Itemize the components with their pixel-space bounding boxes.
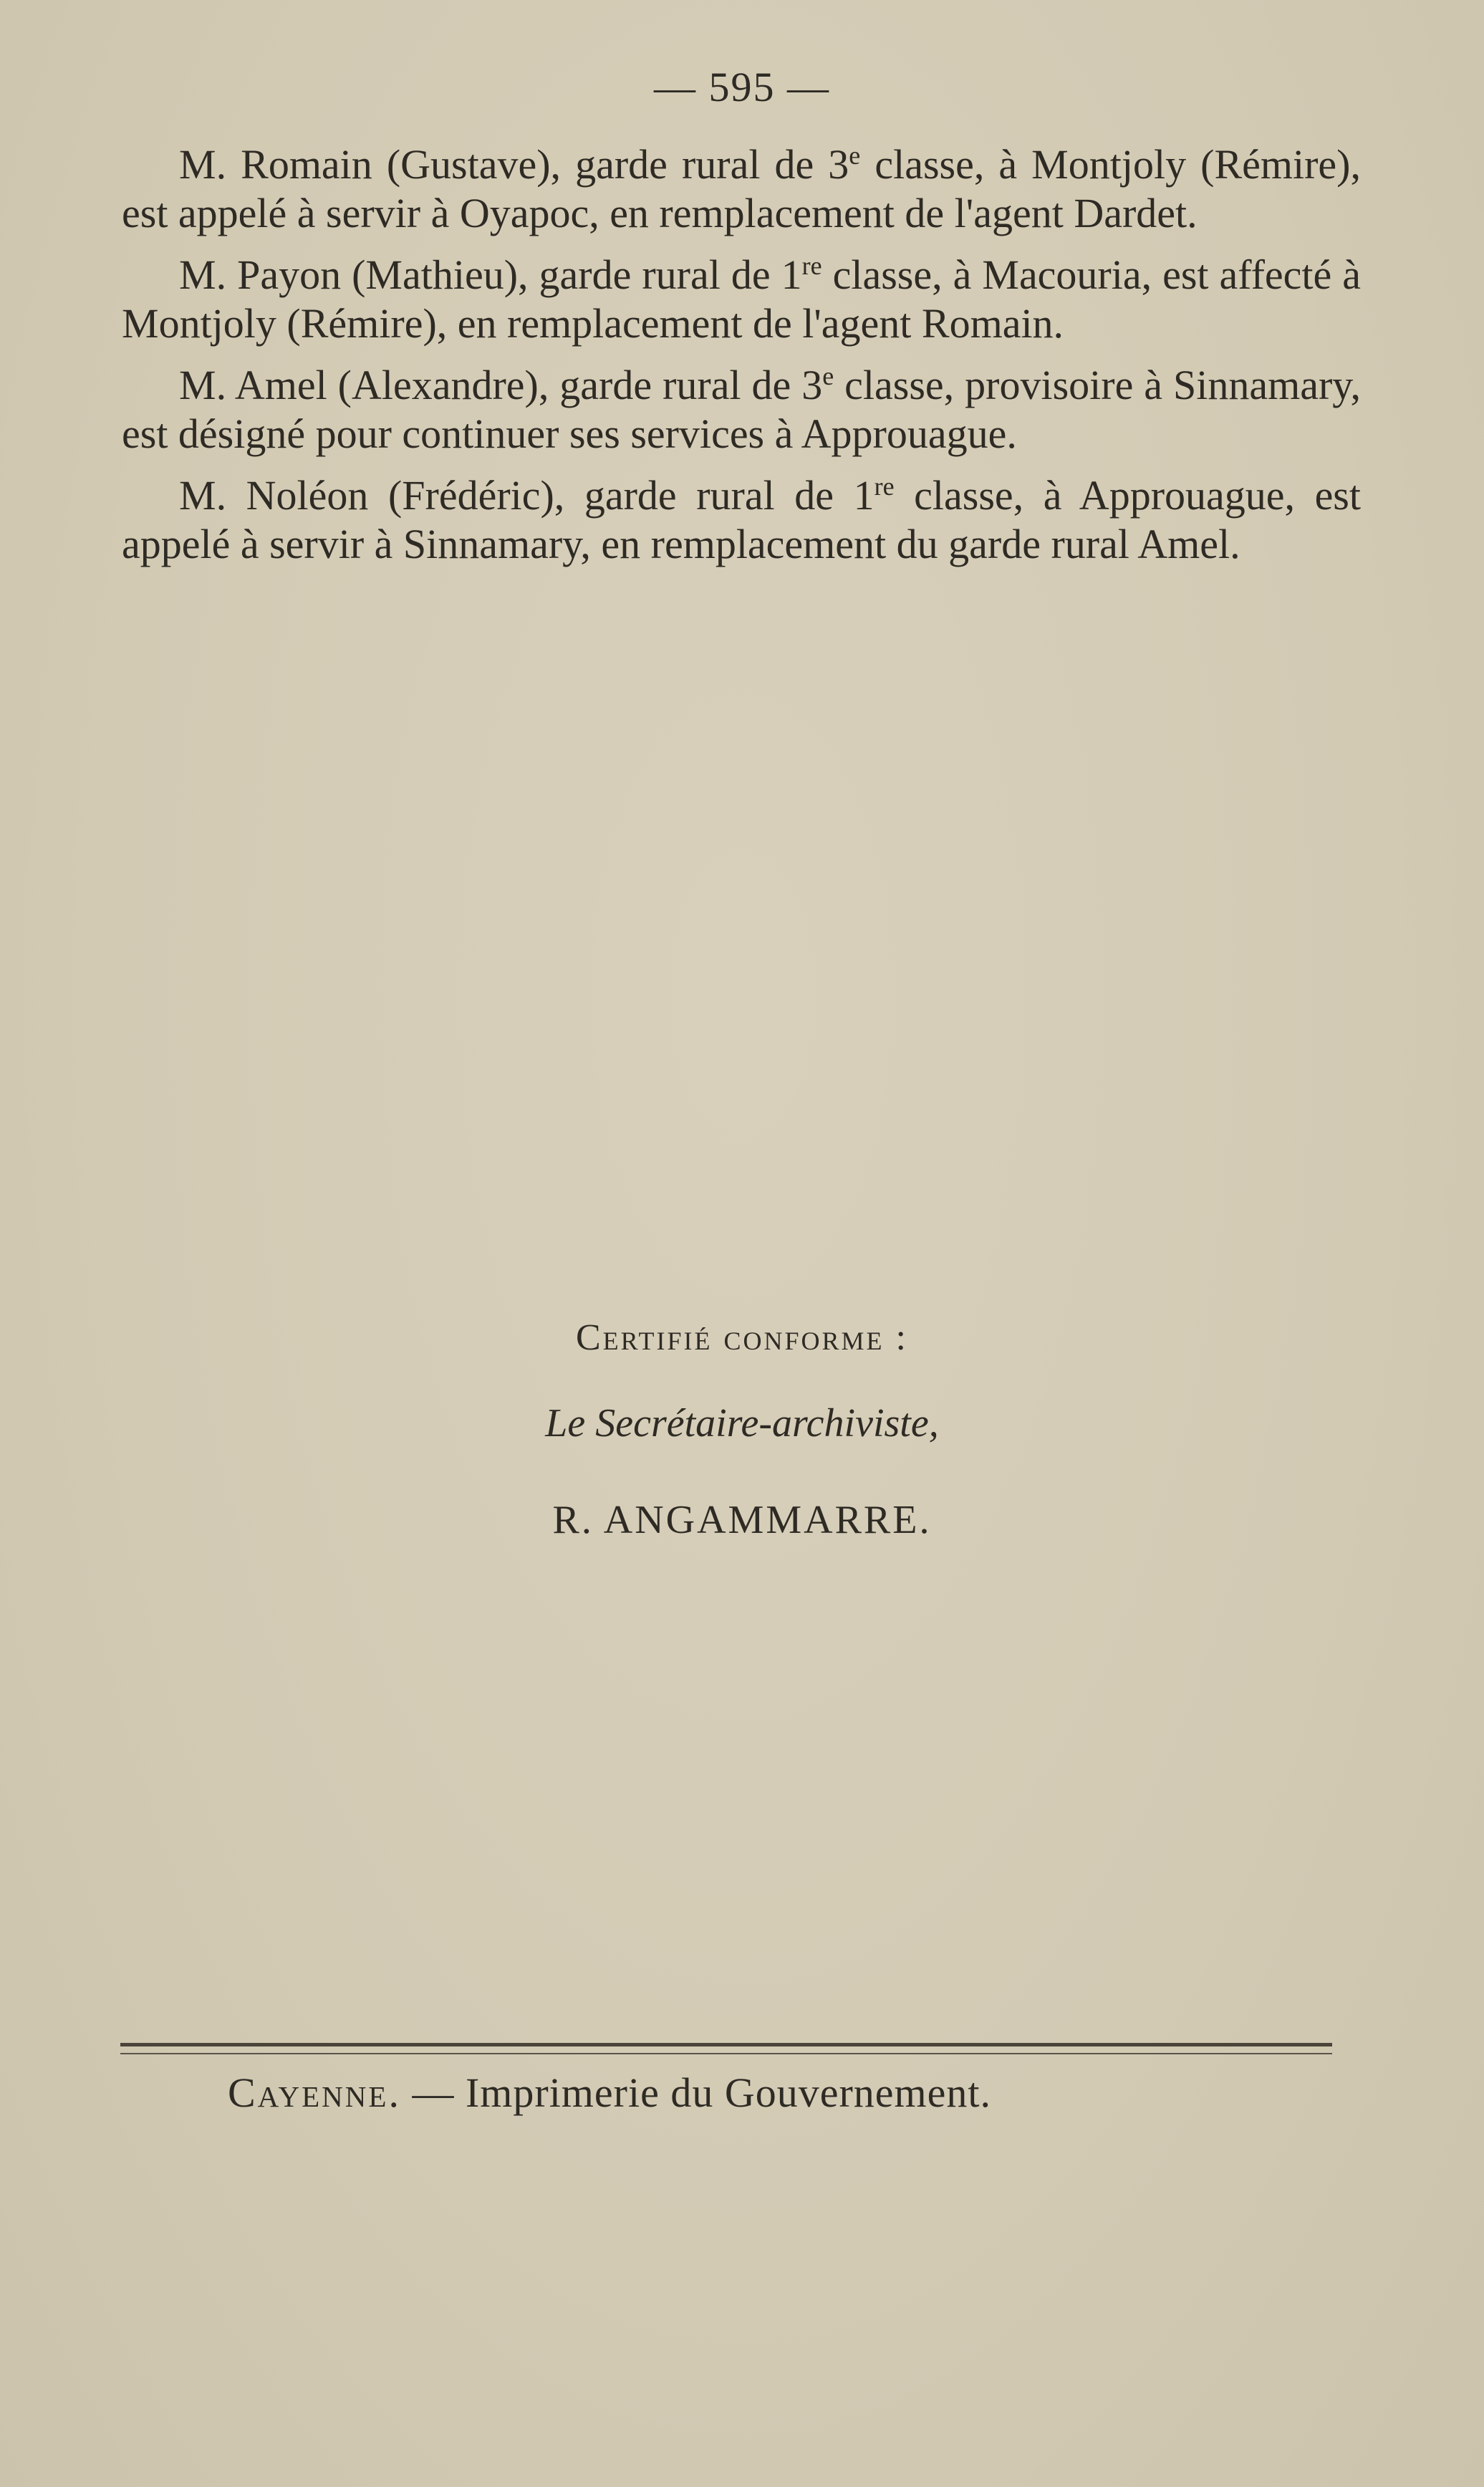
page-number: — 595 — bbox=[654, 64, 830, 110]
ordinal-suffix: re bbox=[874, 472, 895, 501]
paragraph-text: M. Amel (Alexandre), garde rural de 3 bbox=[179, 362, 823, 408]
paragraph-noleon bbox=[122, 471, 1361, 569]
paragraph-text: classe, provisoire à Sinnamary, est désigné pour continuer ses services à Approuague. bbox=[122, 362, 1362, 457]
imprint-separator: — bbox=[400, 2069, 466, 2116]
paragraph-text: classe, à Approuague, est appelé à servir à Sinnamary, en remplacement du garde rural Amel. bbox=[122, 472, 1361, 567]
imprint-city: Cayenne. bbox=[228, 2069, 401, 2116]
imprint-line bbox=[228, 2069, 991, 2117]
paragraph-romain bbox=[122, 140, 1361, 238]
signatory-title: Le Secrétaire-archiviste, bbox=[545, 1401, 939, 1445]
paragraph-amel bbox=[122, 361, 1361, 458]
paragraph-payon bbox=[122, 251, 1361, 348]
ordinal-suffix: e bbox=[849, 141, 861, 170]
footer-rule-thin bbox=[120, 2053, 1332, 2054]
paragraph-text: classe, à Macouria, est affecté à Montjoly (Rémire), en remplacement de l'agent Romain. bbox=[122, 251, 1361, 347]
body-text bbox=[122, 140, 1361, 582]
signatory-name: R. ANGAMMARRE. bbox=[552, 1498, 932, 1542]
paragraph-text: M. Noléon (Frédéric), garde rural de 1 bbox=[179, 472, 874, 519]
paragraph-text: classe, à Montjoly (Rémire), est appelé à servir à Oyapoc, en remplacement de l'agent Dardet. bbox=[122, 141, 1361, 236]
ordinal-suffix: e bbox=[822, 362, 834, 390]
certification-heading: Certifié conforme : bbox=[576, 1317, 908, 1358]
paragraph-text: M. Payon (Mathieu), garde rural de 1 bbox=[179, 251, 802, 298]
paragraph-text: M. Romain (Gustave), garde rural de 3 bbox=[179, 141, 849, 188]
ordinal-suffix: re bbox=[801, 251, 822, 280]
imprint-printer: Imprimerie du Gouvernement. bbox=[465, 2069, 991, 2116]
footer-rule bbox=[120, 2043, 1332, 2046]
